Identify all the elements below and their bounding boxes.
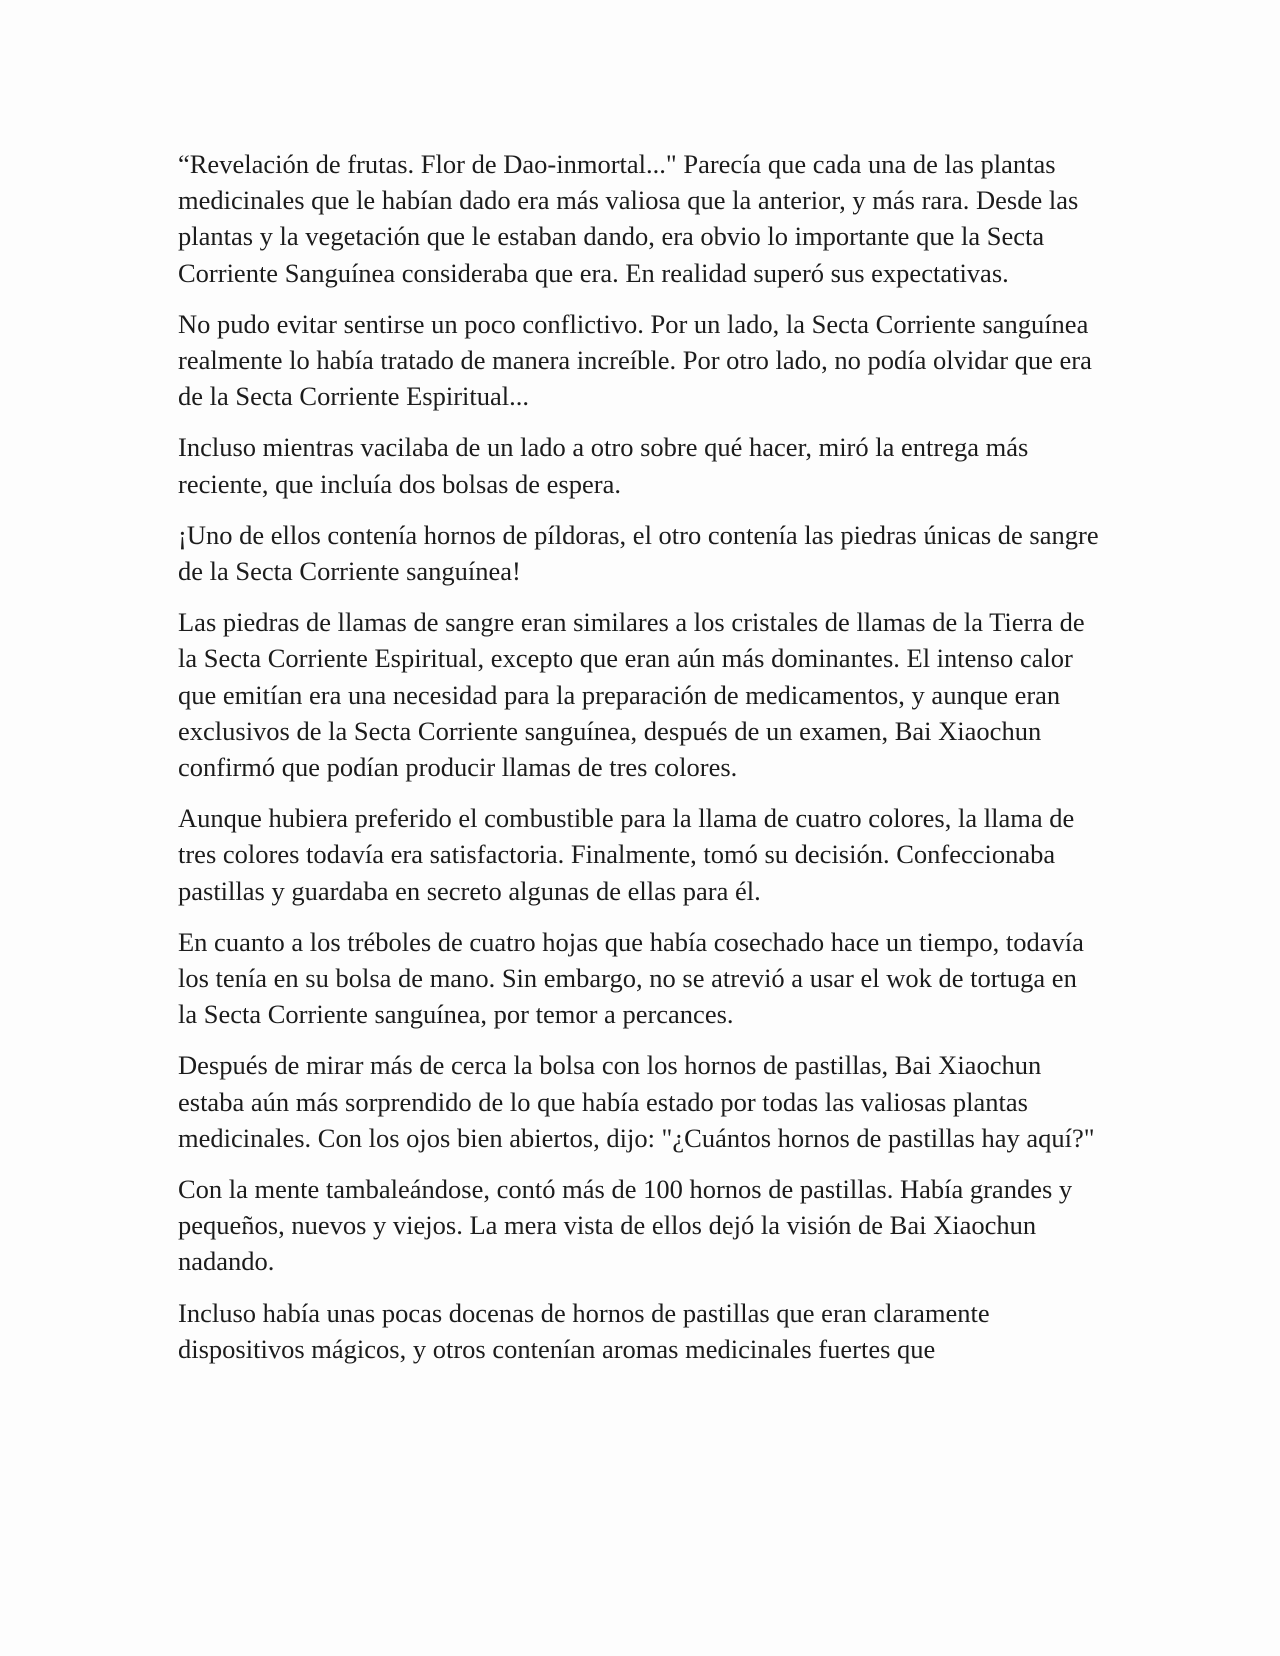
paragraph-1: “Revelación de frutas. Flor de Dao-inmortal..." Parecía que cada una de las plantas medicinales que le habían dado era más valiosa que la anterior, y más rara. Desde las plantas y la vegetación que le estaban dando, era obvio lo importante que la Secta Corriente Sanguínea consideraba que era. En realidad superó sus expectativas. (178, 149, 1079, 288)
paragraph-3: Incluso mientras vacilaba de un lado a otro sobre qué hacer, miró la entrega más reciente, que incluía dos bolsas de espera. (178, 432, 1029, 499)
paragraph-4: ¡Uno de ellos contenía hornos de píldoras, el otro contenía las piedras únicas de sangre de la Secta Corriente sanguínea! (178, 519, 1099, 587)
paragraph-6: Aunque hubiera preferido el combustible para la llama de cuatro colores, la llama de tres colores todavía era satisfactoria. Finalmente, tomó su decisión. Confeccionaba pastillas y guardaba en secreto algunas de ellas para él. (178, 803, 1075, 906)
paragraph-10: Incluso había unas pocas docenas de hornos de pastillas que eran claramente dispositivos mágicos, y otros contenían aromas medicinales fuertes que (178, 1297, 990, 1364)
paragraph-7: En cuanto a los tréboles de cuatro hojas que había cosechado hace un tiempo, todavía los tenía en su bolsa de mano. Sin embargo, no se atrevió a usar el wok de tortuga en la Secta Corriente sanguínea, por temor a percances. (178, 926, 1084, 1030)
paragraph-2: No pudo evitar sentirse un poco conflictivo. Por un lado, la Secta Corriente sanguínea realmente lo había tratado de manera increíble. Por otro lado, no podía olvidar que era de la Secta Corriente Espiritual... (178, 308, 1092, 412)
document-body (178, 146, 1102, 1382)
paragraph-5: Las piedras de llamas de sangre eran similares a los cristales de llamas de la Tierra de la Secta Corriente Espiritual, excepto que eran aún más dominantes. El intenso calor que emitían era una necesidad para la preparación de medicamentos, y aunque eran exclusivos de la Secta Corriente sanguínea, después de un examen, Bai Xiaochun confirmó que podían producir llamas de tres colores. (178, 607, 1085, 783)
paragraph-8: Después de mirar más de cerca la bolsa con los hornos de pastillas, Bai Xiaochun estaba aún más sorprendido de lo que había estado por todas las valiosas plantas medicinales. Con los ojos bien abiertos, dijo: "¿Cuántos hornos de pastillas hay aquí?" (178, 1050, 1095, 1153)
paragraph-9: Con la mente tambaleándose, contó más de 100 hornos de pastillas. Había grandes y pequeños, nuevos y viejos. La mera vista de ellos dejó la visión de Bai Xiaochun nadando. (178, 1174, 1073, 1277)
